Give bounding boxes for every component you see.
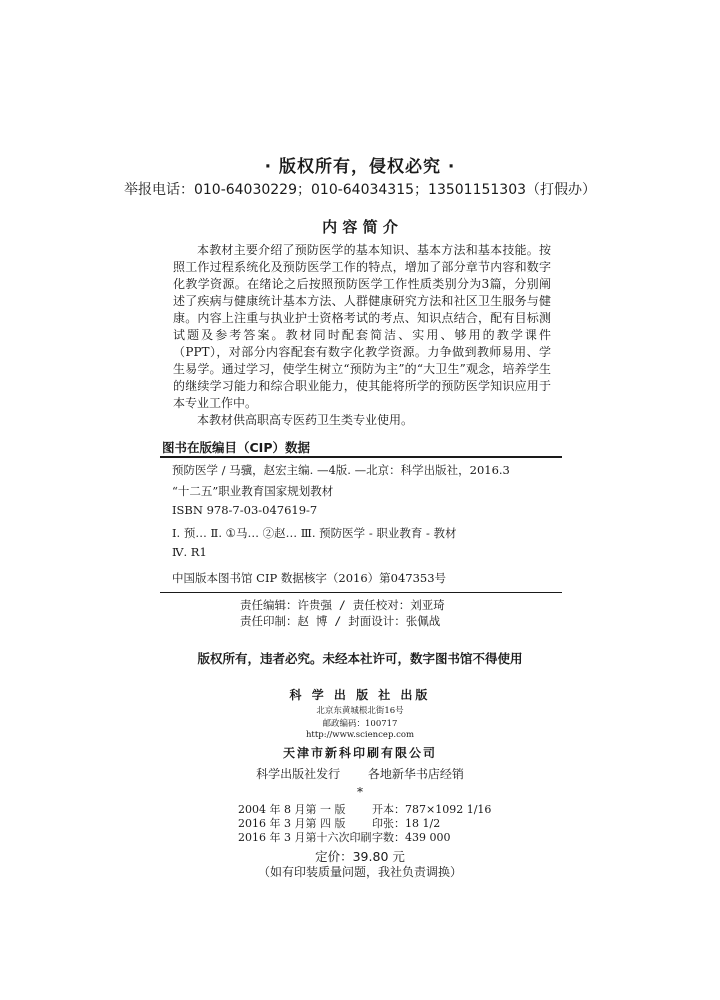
cip-series-line: “十二五”职业教育国家规划教材 xyxy=(172,484,334,498)
section-asterisk: * xyxy=(357,785,363,799)
copyright-heading: · 版权所有，侵权必究 · xyxy=(264,157,456,177)
summary-heading: 内 容 简 介 xyxy=(322,218,398,236)
format-info: 开本：787×1092 1/16 xyxy=(372,803,492,816)
rights-notice: 版权所有，违者必究。未经本社许可，数字图书馆不得使用 xyxy=(197,651,523,666)
issuer-label: 科学出版社发行 xyxy=(256,767,341,781)
summary-paragraph: 本教材主要介绍了预防医学的基本知识、基本方法和基本技能。按照工作过程系统化及预防医学工作的特点，增加了部分章节内容和数字化教学资源。在绪论之后按照预防医学工作性质类别分为3篇，分别阐述了疾病与健康统计基本方法、人群健康研究方法和社区卫生服务与健康。内容上注重与执业护士资格考试的考点、知识点结合，配有目标测试题及参考答案。教材同时配套简洁、实用、够用的教学课件（PPT），对部分内容配套有数字化教学资源。力争做到教师易用、学生易学。通过学习，使学生树立“预防为主”的“大卫生”观念，培养学生的继续学习能力和综合职业能力，使其能将所学的预防医学知识应用于本专业工作中。 xyxy=(173,243,551,410)
production-credits: 责任印制：赵 博 / 封面设计：张佩战 xyxy=(240,614,441,628)
exchange-notice: （如有印装质量问题，我社负责调换） xyxy=(257,865,462,879)
cip-record-number: 中国版本图书馆 CIP 数据核字（2016）第047353号 xyxy=(172,571,447,585)
cip-top-rule xyxy=(160,456,562,458)
cip-classification-line: Ⅰ. 预… Ⅱ. ①马… ②赵… Ⅲ. 预防医学 - 职业教育 - 教材 xyxy=(172,526,457,540)
cip-heading: 图书在版编目（CIP）数据 xyxy=(162,440,310,455)
format-info: 印张：18 1/2 xyxy=(372,817,441,830)
cip-bibliographic-line: 预防医学 / 马骥，赵宏主编. —4版. —北京：科学出版社，2016.3 xyxy=(172,463,510,477)
printer-name: 天津市新科印刷有限公司 xyxy=(282,746,437,760)
cip-classification-line: Ⅳ. R1 xyxy=(172,545,207,559)
edition-info: 2016 年 3 月第 四 版 xyxy=(238,817,346,830)
word-count-info: 字数：439 000 xyxy=(372,831,451,844)
seller-label: 各地新华书店经销 xyxy=(367,767,464,781)
publisher-url: http://www.sciencep.com xyxy=(305,730,415,740)
cip-isbn-line: ISBN 978-7-03-047619-7 xyxy=(172,503,318,517)
editor-credits: 责任编辑：许贵强 / 责任校对：刘亚琦 xyxy=(240,598,445,612)
report-hotline: 举报电话：010-64030229；010-64034315；13501151303（打假办） xyxy=(123,182,597,198)
publisher-name: 科 学 出 版 社 出版 xyxy=(289,688,431,702)
price: 定价：39.80 元 xyxy=(315,849,405,864)
summary-body xyxy=(173,242,551,429)
publisher-postcode: 邮政编码：100717 xyxy=(322,719,398,729)
summary-paragraph: 本教材供高职高专医药卫生类专业使用。 xyxy=(197,413,414,427)
edition-spec-row xyxy=(238,829,451,845)
printing-info: 2016 年 3 月第十六次印刷 xyxy=(238,831,372,844)
edition-info: 2004 年 8 月第 一 版 xyxy=(238,803,346,816)
distribution-line xyxy=(0,765,720,782)
publisher-address: 北京东黄城根北街16号 xyxy=(316,706,404,716)
cip-bottom-rule xyxy=(160,592,562,593)
